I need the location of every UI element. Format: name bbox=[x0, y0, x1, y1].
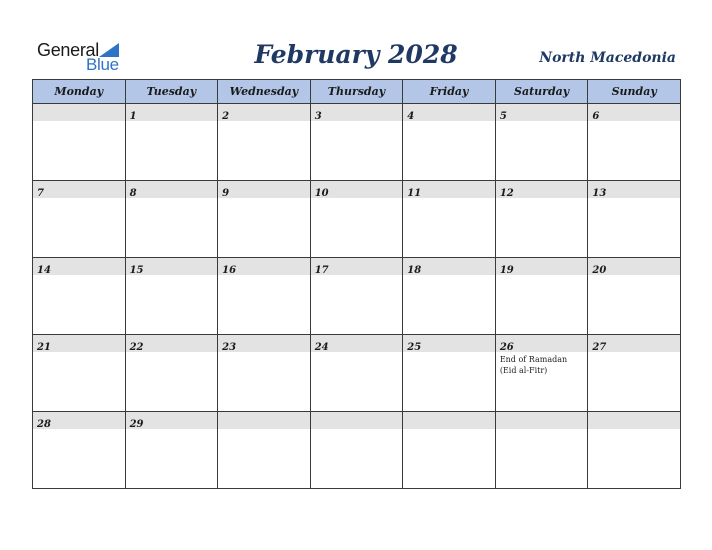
day-number-bar bbox=[311, 258, 403, 275]
day-number: 16 bbox=[222, 265, 237, 276]
day-number: 11 bbox=[407, 188, 422, 199]
weekday-header: Friday bbox=[403, 80, 496, 104]
weekday-header: Thursday bbox=[310, 80, 403, 104]
day-number-bar bbox=[311, 412, 403, 429]
day-cell bbox=[495, 412, 588, 489]
day-cell bbox=[403, 181, 496, 258]
day-number-bar bbox=[403, 104, 495, 121]
day-cell bbox=[495, 104, 588, 181]
weekday-header: Wednesday bbox=[218, 80, 311, 104]
day-cell bbox=[588, 258, 681, 335]
day-number-bar bbox=[588, 335, 680, 352]
day-cell bbox=[588, 412, 681, 489]
day-number: 4 bbox=[407, 111, 415, 122]
day-number-bar bbox=[403, 412, 495, 429]
day-number-bar bbox=[218, 335, 310, 352]
day-cell bbox=[218, 412, 311, 489]
day-number-bar bbox=[126, 412, 218, 429]
day-number-bar bbox=[33, 412, 125, 429]
day-number-bar bbox=[126, 258, 218, 275]
day-number-bar bbox=[588, 412, 680, 429]
day-number: 5 bbox=[499, 111, 507, 122]
day-number: 10 bbox=[314, 188, 329, 199]
week-row bbox=[33, 181, 681, 258]
day-cell bbox=[495, 181, 588, 258]
calendar-title: February 2028 bbox=[254, 40, 458, 69]
day-number-bar bbox=[496, 258, 588, 275]
day-number-bar bbox=[311, 335, 403, 352]
day-number: 14 bbox=[37, 265, 51, 276]
day-cell bbox=[403, 258, 496, 335]
week-row bbox=[33, 335, 681, 412]
day-number: 2 bbox=[222, 111, 230, 122]
day-number-bar bbox=[588, 258, 680, 275]
day-number: 7 bbox=[37, 188, 44, 199]
day-number-bar bbox=[311, 104, 403, 121]
day-number: 23 bbox=[222, 342, 237, 353]
logo-general-text: General bbox=[37, 40, 99, 60]
day-number: 6 bbox=[592, 111, 600, 122]
day-cell bbox=[125, 412, 218, 489]
day-number: 26 bbox=[499, 342, 514, 353]
day-cell bbox=[588, 335, 681, 412]
week-row bbox=[33, 412, 681, 489]
day-cell bbox=[33, 104, 126, 181]
day-number: 29 bbox=[129, 419, 144, 430]
day-number-bar bbox=[496, 104, 588, 121]
day-number-bar bbox=[126, 181, 218, 198]
day-number-bar bbox=[496, 181, 588, 198]
weekday-header: Tuesday bbox=[125, 80, 218, 104]
day-number-bar bbox=[33, 258, 125, 275]
day-cell bbox=[403, 335, 496, 412]
day-number-bar bbox=[126, 104, 218, 121]
day-number: 25 bbox=[407, 342, 422, 353]
day-cell bbox=[33, 258, 126, 335]
day-number-bar bbox=[588, 181, 680, 198]
day-number-bar bbox=[496, 412, 588, 429]
day-number-bar bbox=[33, 335, 125, 352]
day-number: 1 bbox=[129, 111, 137, 122]
day-number: 3 bbox=[314, 111, 322, 122]
day-cell bbox=[218, 258, 311, 335]
generalblue-logo bbox=[37, 40, 127, 74]
day-cell bbox=[33, 412, 126, 489]
weekday-header-row bbox=[33, 80, 681, 104]
day-number-bar bbox=[403, 181, 495, 198]
day-cell bbox=[33, 181, 126, 258]
weekday-header: Monday bbox=[33, 80, 126, 104]
day-cell bbox=[310, 412, 403, 489]
day-number: 24 bbox=[314, 342, 329, 353]
day-cell bbox=[125, 104, 218, 181]
day-number-bar bbox=[311, 181, 403, 198]
day-cell bbox=[125, 335, 218, 412]
logo-blue-text: Blue bbox=[86, 55, 119, 74]
day-cell bbox=[218, 104, 311, 181]
day-cell bbox=[310, 181, 403, 258]
day-cell bbox=[218, 335, 311, 412]
day-cell bbox=[310, 104, 403, 181]
day-cell bbox=[588, 104, 681, 181]
country-label: North Macedonia bbox=[539, 50, 676, 66]
day-number-bar bbox=[403, 335, 495, 352]
weekday-header: Sunday bbox=[588, 80, 681, 104]
day-cell bbox=[403, 412, 496, 489]
day-number-bar bbox=[218, 258, 310, 275]
day-cell bbox=[403, 104, 496, 181]
day-number: 15 bbox=[129, 265, 144, 276]
day-cell bbox=[495, 335, 588, 412]
holiday-event: End of Ramadan (Eid al-Fitr) bbox=[499, 355, 568, 375]
day-number: 27 bbox=[592, 342, 607, 353]
calendar-grid bbox=[32, 79, 681, 489]
day-number-bar bbox=[33, 104, 125, 121]
day-number-bar bbox=[218, 181, 310, 198]
day-number-bar bbox=[126, 335, 218, 352]
day-number: 21 bbox=[37, 342, 51, 353]
day-cell bbox=[33, 335, 126, 412]
day-number: 18 bbox=[407, 265, 422, 276]
day-number: 12 bbox=[499, 188, 514, 199]
week-row bbox=[33, 258, 681, 335]
day-number: 13 bbox=[592, 188, 607, 199]
day-number: 8 bbox=[129, 188, 137, 199]
day-number-bar bbox=[496, 335, 588, 352]
day-number-bar bbox=[218, 104, 310, 121]
day-number-bar bbox=[33, 181, 125, 198]
day-number: 19 bbox=[499, 265, 514, 276]
day-number: 28 bbox=[37, 419, 51, 430]
day-cell bbox=[218, 181, 311, 258]
day-number: 22 bbox=[129, 342, 144, 353]
day-cell bbox=[495, 258, 588, 335]
weekday-header: Saturday bbox=[495, 80, 588, 104]
day-cell bbox=[125, 258, 218, 335]
day-number-bar bbox=[588, 104, 680, 121]
week-row bbox=[33, 104, 681, 181]
day-cell bbox=[310, 258, 403, 335]
day-cell bbox=[310, 335, 403, 412]
day-number-bar bbox=[218, 412, 310, 429]
day-number: 17 bbox=[314, 265, 329, 276]
day-cell bbox=[125, 181, 218, 258]
day-number: 9 bbox=[222, 188, 230, 199]
day-number: 20 bbox=[592, 265, 607, 276]
day-number-bar bbox=[403, 258, 495, 275]
day-cell bbox=[588, 181, 681, 258]
